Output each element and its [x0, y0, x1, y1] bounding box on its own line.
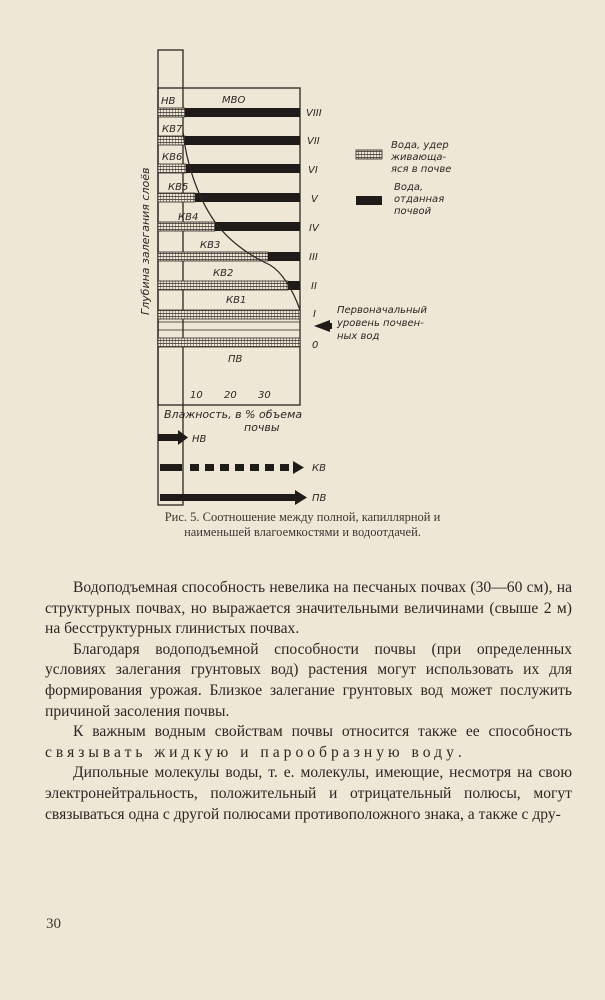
paragraph-text: К важным водным свойствам почвы относится также ее способность [73, 723, 572, 741]
label-kv7: КВ7 [162, 124, 183, 135]
label-kv2: КВ2 [213, 268, 234, 279]
label-kv5: КВ5 [168, 182, 189, 193]
figure-caption: Рис. 5. Соотношение между полной, капиллярной и наименьшей влагоемкостями и водоотдачей. [164, 510, 441, 539]
level-numeral: 0 [312, 340, 319, 351]
paragraph: Водоподъемная способность невелика на песчаных почвах (30—60 см), на структурных почвах, но выражается значительными величинами (свыше 2 м) на бесструктурных глинистых почвах. [45, 579, 572, 638]
tick-label: 20 [224, 390, 237, 401]
legend-solid-swatch [356, 196, 382, 205]
legend-hatched-label: Вода, удер [391, 140, 449, 151]
label-kv3: КВ3 [200, 240, 221, 251]
legend-initial-label: уровень почвен- [337, 318, 424, 329]
axis-horizontal-label-2: почвы [244, 421, 280, 434]
legend-initial-label: ных вод [337, 331, 380, 342]
axis-vertical-label: Глубина залегания слоёв [139, 167, 152, 315]
level-numeral: VII [307, 136, 320, 147]
level-numeral: III [309, 252, 318, 263]
legend-initial-label: Первоначальный [337, 305, 427, 316]
label-kv6: КВ6 [162, 152, 183, 163]
legend-solid-label: отданная [394, 194, 445, 205]
legend-solid-label: Вода, [394, 182, 424, 193]
level-numeral: V [311, 194, 318, 205]
label-kv4: КВ4 [178, 212, 199, 223]
paragraph: Дипольные молекулы воды, т. е. молекулы, имеющие, несмотря на свою электронейтральность, положительный и отрицательный полюсы, могут связываться одна с другой полюсами противоположного знака, а также с дру- [45, 764, 572, 823]
label-pv: ПВ [228, 354, 243, 365]
label-kv1: КВ1 [226, 295, 247, 306]
legend-hatched-swatch [356, 150, 382, 159]
paragraph [45, 722, 572, 763]
level-numeral: I [313, 309, 316, 320]
legend-hatched-label: яся в почве [391, 164, 452, 175]
legend [336, 140, 451, 342]
layer-lines [158, 322, 300, 330]
label-mvo: МВО [222, 95, 246, 106]
legend-solid-label: почвой [394, 206, 432, 217]
initial-level-arrow [314, 320, 330, 332]
level-numeral: II [311, 281, 317, 292]
level-numeral: IV [309, 223, 319, 234]
arrow-label-nv: НВ [192, 434, 207, 445]
spaced-emphasis: связывать жидкую и парообразную воду [45, 743, 458, 761]
arrow-label-kv: КВ [312, 463, 326, 474]
tick-label: 10 [190, 390, 203, 401]
paragraph-end: . [457, 743, 462, 761]
axis-horizontal-label: Влажность, в % объема [164, 408, 303, 421]
label-nv-top: НВ [161, 96, 176, 107]
tick-label: 30 [258, 390, 271, 401]
level-numeral: VI [308, 165, 318, 176]
page-number: 30 [46, 916, 61, 932]
body-text [45, 578, 572, 825]
level-numeral: VIII [306, 108, 322, 119]
paragraph: Благодаря водоподъемной способности почвы (при определенных условиях залегания грунтовых вод) растения могут использовать их для формирования урожая. Близкое залегание грунтовых вод может послужить причиной засоления почвы. [45, 640, 572, 720]
arrow-label-pv: ПВ [312, 493, 327, 504]
legend-hatched-label: живающа- [391, 152, 447, 163]
